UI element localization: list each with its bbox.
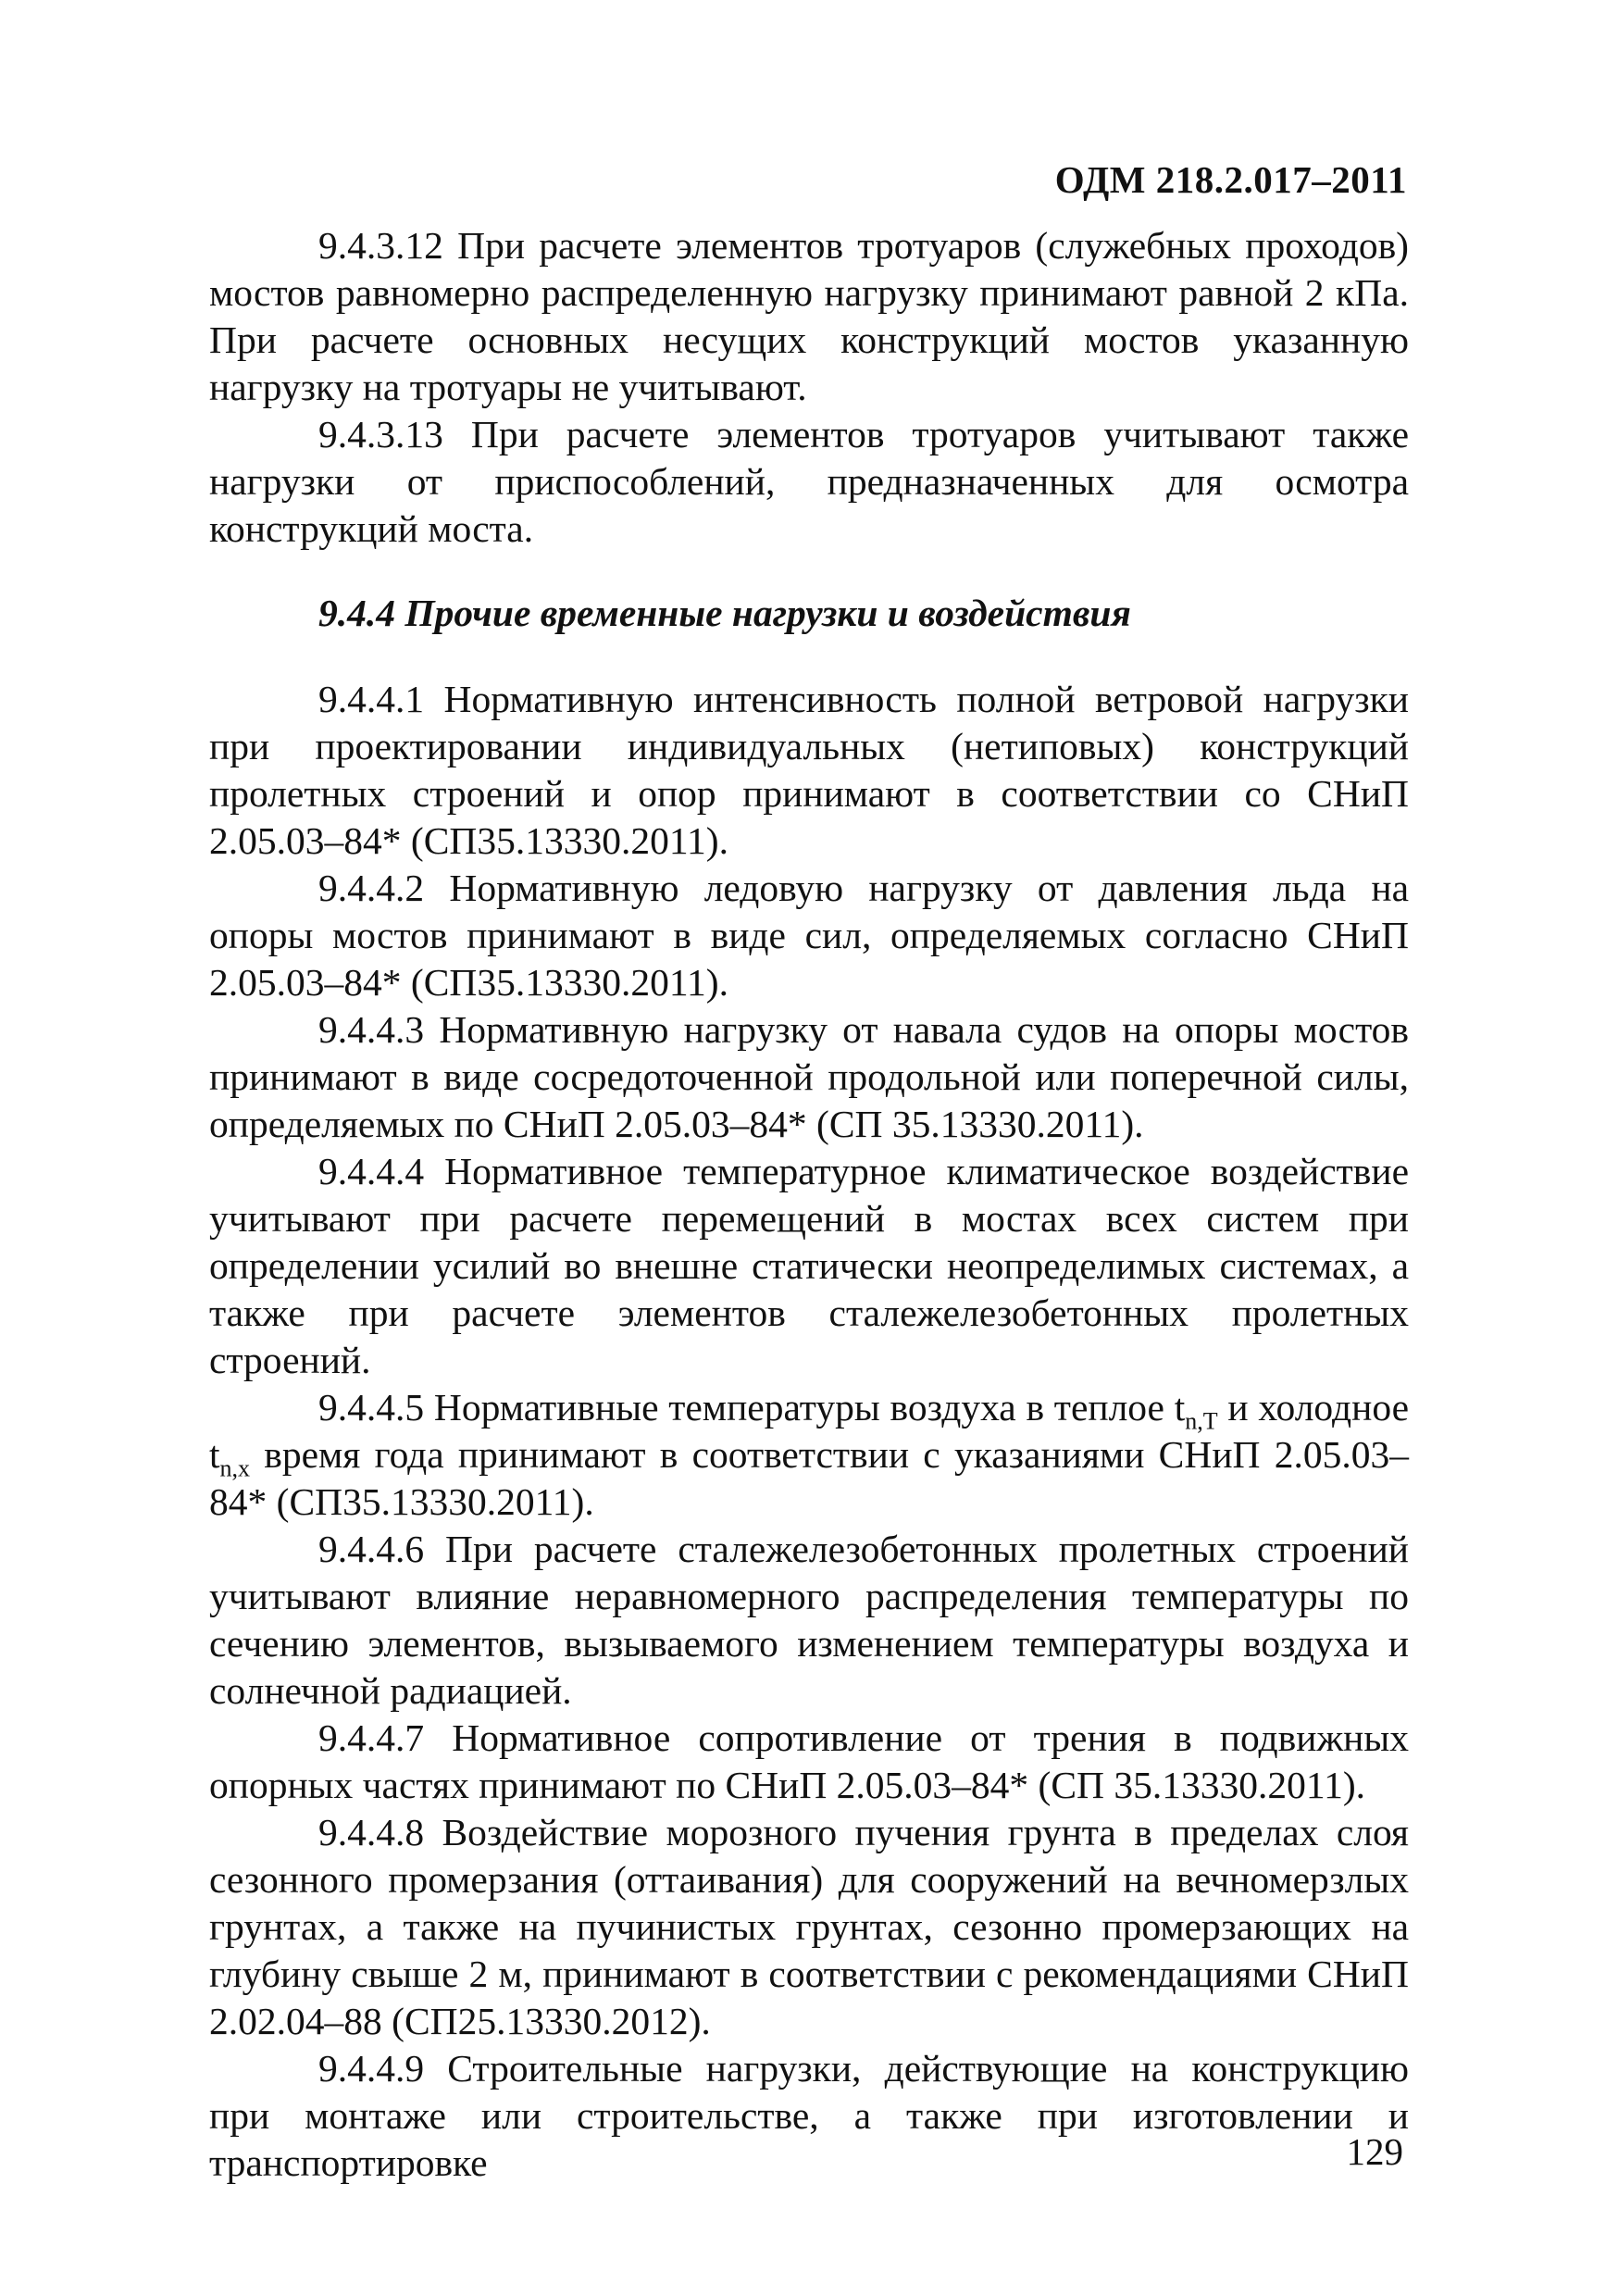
- paragraph-9-4-4-5: [209, 1384, 1409, 1526]
- paragraph-9-4-4-9: 9.4.4.9 Строительные нагрузки, действующие на конструкцию при монтаже или строительстве, а также при изготовлении и транспортировке: [209, 2047, 1409, 2184]
- paragraph-9-4-3-13: 9.4.3.13 При расчете элементов тротуаров учитывают также нагрузки от приспособлений, предназначенных для осмотра конструкций моста.: [209, 413, 1409, 550]
- cold-temperature-symbol: t: [209, 1433, 220, 1476]
- warm-temperature-symbol: t: [1174, 1386, 1186, 1429]
- paragraph-9-4-4-3: 9.4.4.3 Нормативную нагрузку от навала судов на опоры мостов принимают в виде сосредоточенной продольной или поперечной силы, определяемых по СНиП 2.05.03–84* (СП 35.13330.2011).: [209, 1008, 1409, 1145]
- paragraph-9-4-4-8: 9.4.4.8 Воздействие морозного пучения грунта в пределах слоя сезонного промерзания (оттаивания) для сооружений на вечномерзлых грунтах, а также на пучинистых грунтах, сезонно промерзающих на глубину свыше 2 м, принимают в соответствии с рекомендациями СНиП 2.02.04–88 (СП25.13330.2012).: [209, 1811, 1409, 2042]
- paragraph-9-4-4-7: 9.4.4.7 Нормативное сопротивление от трения в подвижных опорных частях принимают по СНиП 2.05.03–84* (СП 35.13330.2011).: [209, 1716, 1409, 1806]
- paragraph-9-4-4-1: 9.4.4.1 Нормативную интенсивность полной ветровой нагрузки при проектировании индивидуальных (нетиповых) конструкций пролетных строений и опор принимают в соответствии со СНиП 2.05.03–84* (СП35.13330.2011).: [209, 678, 1409, 862]
- paragraph-9-4-4-2: 9.4.4.2 Нормативную ледовую нагрузку от давления льда на опоры мостов принимают в виде сил, определяемых согласно СНиП 2.05.03–84* (СП35.13330.2011).: [209, 867, 1409, 1004]
- paragraph-9-4-4-5-part-1: 9.4.4.5 Нормативные температуры воздуха в теплое: [318, 1386, 1175, 1429]
- paragraph-9-4-4-5-part-2: и холодное: [1217, 1386, 1409, 1429]
- page-number: 129: [1346, 2130, 1403, 2173]
- section-heading-9-4-4: 9.4.4 Прочие временные нагрузки и воздействия: [318, 592, 1131, 634]
- paragraph-9-4-3-12: 9.4.3.12 При расчете элементов тротуаров (служебных проходов) мостов равномерно распределенную нагрузку принимают равной 2 кПа. При расчете основных несущих конструкций мостов указанную нагрузку на тротуары не учитывают.: [209, 224, 1409, 408]
- paragraph-9-4-4-5-part-3: время года принимают в соответствии с указаниями СНиП 2.05.03–84* (СП35.13330.2011).: [209, 1433, 1409, 1523]
- paragraph-9-4-4-6: 9.4.4.6 При расчете сталежелезобетонных пролетных строений учитывают влияние неравномерного распределения температуры по сечению элементов, вызываемого изменением температуры воздуха и солнечной радиацией.: [209, 1528, 1409, 1712]
- cold-temperature-subscript: n,x: [219, 1454, 251, 1482]
- document-code-header: ОДМ 218.2.017–2011: [1054, 158, 1407, 201]
- document-body: [209, 222, 1409, 2187]
- warm-temperature-subscript: n,T: [1185, 1407, 1218, 1435]
- paragraph-9-4-4-4: 9.4.4.4 Нормативное температурное климатическое воздействие учитывают при расчете перемещений в мостах всех систем при определении усилий во внешне статически неопределимых системах, а также при расчете элементов сталежелезобетонных пролетных строений.: [209, 1150, 1409, 1381]
